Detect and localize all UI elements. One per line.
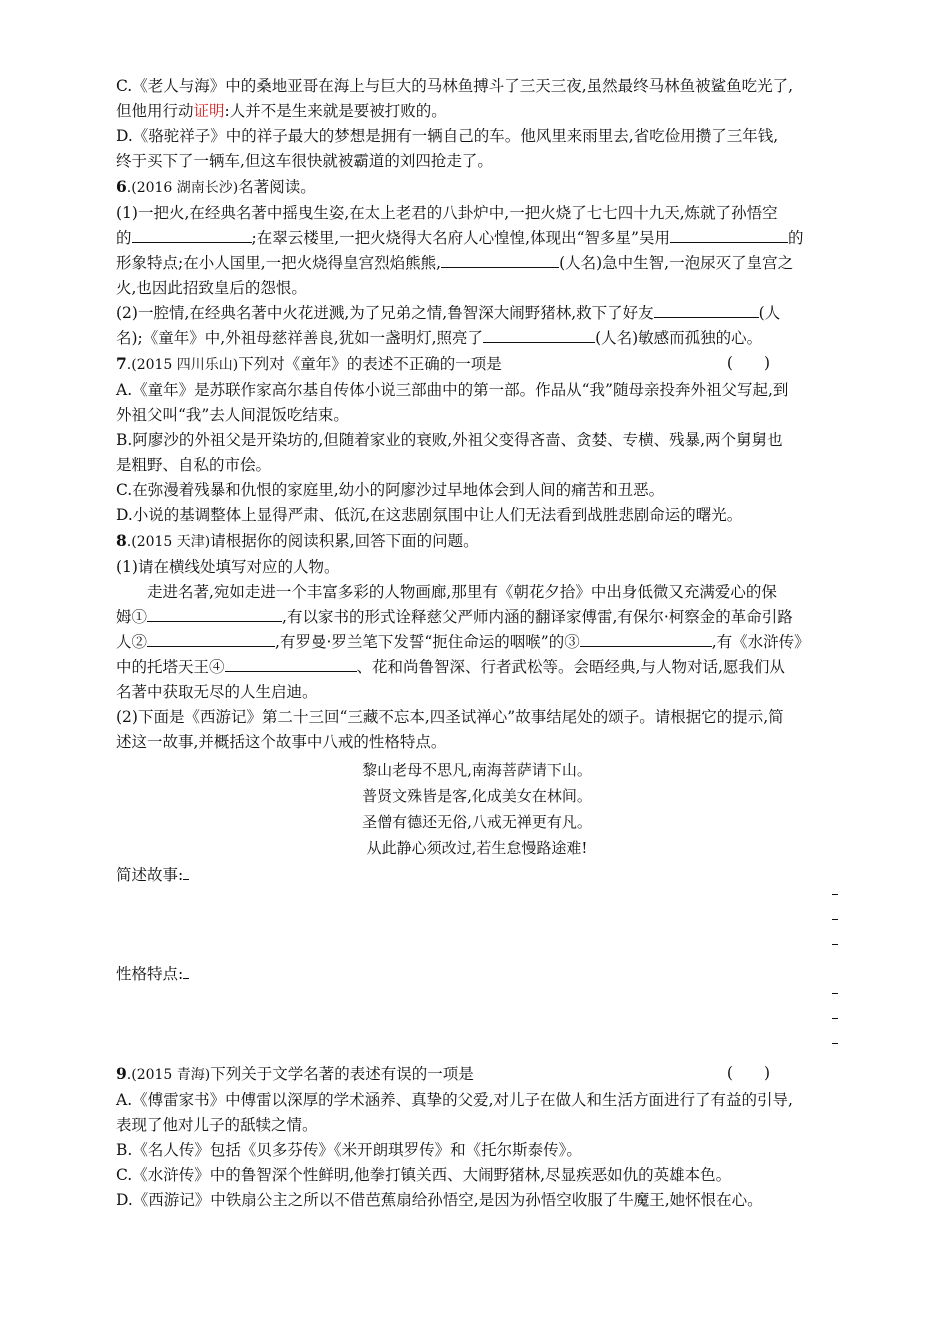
blank-field[interactable] (147, 607, 282, 622)
q6-part2-line2: 名);《童年》中,外祖母慈祥善良,犹如一盏明灯,照亮了 (人名)敏感而孤独的心。 (116, 329, 763, 347)
trait-answer-area[interactable] (116, 987, 838, 1061)
blank-field[interactable] (441, 253, 559, 268)
answer-line-end (832, 919, 838, 920)
story-answer-area[interactable] (116, 888, 838, 962)
question-7-title: 7.(2015 四川乐山)下列对《童年》的表述不正确的一项是 ( ) (116, 351, 838, 378)
answer-line-end (832, 1018, 838, 1019)
option-d-line1: D.《骆驼祥子》中的祥子最大的梦想是拥有一辆自己的车。他风里来雨里去,省吃俭用攒了三年钱, (116, 127, 779, 145)
q6-part1-line1: (1)一把火,在经典名著中摇曳生姿,在太上老君的八卦炉中,一把火烧了七七四十九天,炼就了孙悟空 (116, 204, 778, 222)
answer-line-end (832, 894, 838, 895)
q8-passage-line5: 名著中获取无尽的人生启迪。 (116, 683, 318, 701)
blank-field[interactable] (580, 632, 712, 647)
story-label: 简述故事: (116, 863, 838, 888)
q7-option-c: C.在弥漫着残暴和仇恨的家庭里,幼小的阿廖沙过早地体会到人间的痛苦和丑恶。 (116, 481, 665, 499)
answer-parentheses[interactable]: ( ) (726, 354, 770, 372)
q9-option-a-line2: 表现了他对儿子的舐犊之情。 (116, 1116, 318, 1134)
answer-line-end (832, 1043, 838, 1044)
option-c-line2: 但他用行动证明:人并不是生来就是要被打败的。 (116, 102, 447, 120)
q6-part1-line4: 火,也因此招致皇后的怨恨。 (116, 279, 307, 297)
poem-line: 黎山老母不思凡,南海菩萨请下山。 (362, 761, 592, 779)
q7-option-d: D.小说的基调整体上显得严肃、低沉,在这悲剧氛围中让人们无法看到战胜悲剧命运的曙光。 (116, 506, 743, 524)
answer-line-end (832, 944, 838, 945)
q8-part2-line1: (2)下面是《西游记》第二十三回“三藏不忘本,四圣试禅心”故事结尾处的颂子。请根据它的提示,简 (116, 708, 784, 726)
q9-option-d: D.《西游记》中铁扇公主之所以不借芭蕉扇给孙悟空,是因为孙悟空收服了牛魔王,她怀恨在心。 (116, 1191, 763, 1209)
poem-line: 圣僧有德还无俗,八戒无禅更有凡。 (362, 813, 592, 831)
blank-field[interactable] (670, 228, 788, 243)
blank-field[interactable] (225, 657, 357, 672)
q8-part2-line2: 述这一故事,并概括这个故事中八戒的性格特点。 (116, 733, 447, 751)
q8-part1-prompt: (1)请在横线处填写对应的人物。 (116, 558, 340, 576)
q6-part1-line2: 的 ;在翠云楼里,一把火烧得大名府人心惶惶,体现出“智多星”吴用 的 (116, 229, 804, 247)
q9-option-b: B.《名人传》包括《贝多芬传》《米开朗琪罗传》和《托尔斯泰传》。 (116, 1141, 582, 1159)
answer-parentheses[interactable]: ( ) (726, 1064, 770, 1082)
answer-line[interactable] (183, 867, 189, 880)
answer-line-end (832, 993, 838, 994)
q8-passage-line2: 姆① ,有以家书的形式诠释慈父严师内涵的翻译家傅雷,有保尔·柯察金的革命引路 (116, 608, 793, 626)
q6-part2-line1: (2)一腔情,在经典名著中火花迸溅,为了兄弟之情,鲁智深大闹野猪林,救下了好友 (人 (116, 304, 781, 322)
question-8-title: 8.(2015 天津)请根据你的阅读积累,回答下面的问题。 (116, 531, 479, 550)
q8-passage-line4: 中的托塔天王④ 、花和尚鲁智深、行者武松等。会晤经典,与人物对话,愿我们从 (116, 658, 785, 676)
q6-part1-line3: 形象特点;在小人国里,一把火烧得皇宫烈焰熊熊, (人名)急中生智,一泡尿灭了皇宫之 (116, 254, 794, 272)
answer-line[interactable] (183, 966, 189, 979)
blank-field[interactable] (132, 228, 252, 243)
poem (116, 757, 838, 861)
question-6-title: 6.(2016 湖南长沙)名著阅读。 (116, 177, 316, 196)
q7-option-b-line1: B.阿廖沙的外祖父是开染坊的,但随着家业的衰败,外祖父变得吝啬、贪婪、专横、残暴,两个舅舅也 (116, 431, 783, 449)
q9-option-a-line1: A.《傅雷家书》中傅雷以深厚的学术涵养、真挚的父爱,对儿子在做人和生活方面进行了有益的引导, (116, 1091, 793, 1109)
option-c-line1: C.《老人与海》中的桑地亚哥在海上与巨大的马林鱼搏斗了三天三夜,虽然最终马林鱼被鲨鱼吃光了, (116, 77, 794, 95)
blank-field[interactable] (147, 632, 275, 647)
poem-line: 普贤文殊皆是客,化成美女在林间。 (362, 787, 592, 805)
poem-line: 从此静心须改过,若生怠慢路途难! (366, 839, 588, 857)
worksheet-page (116, 74, 838, 1213)
q7-option-b-line2: 是粗野、自私的市侩。 (116, 456, 272, 474)
q7-option-a-line1: A.《童年》是苏联作家高尔基自传体小说三部曲中的第一部。作品从“我”随母亲投奔外祖父写起,到 (116, 381, 789, 399)
trait-label: 性格特点: (116, 962, 838, 987)
blank-field[interactable] (483, 328, 595, 343)
question-9-title: 9.(2015 青海)下列关于文学名著的表述有误的一项是 ( ) (116, 1061, 838, 1088)
q9-option-c: C.《水浒传》中的鲁智深个性鲜明,他拳打镇关西、大闹野猪林,尽显疾恶如仇的英雄本色。 (116, 1166, 732, 1184)
option-d-line2: 终于买下了一辆车,但这车很快就被霸道的刘四抢走了。 (116, 152, 493, 170)
q8-passage-line3: 人② ,有罗曼·罗兰笔下发誓“扼住命运的咽喉”的③ ,有《水浒传》 (116, 633, 810, 651)
blank-field[interactable] (654, 303, 759, 318)
q7-option-a-line2: 外祖父叫“我”去人间混饭吃结束。 (116, 406, 349, 424)
q8-passage-line1: 走进名著,宛如走进一个丰富多彩的人物画廊,那里有《朝花夕拾》中出身低微又充满爱心的保 (147, 583, 777, 601)
highlighted-word: 证明 (193, 102, 225, 120)
